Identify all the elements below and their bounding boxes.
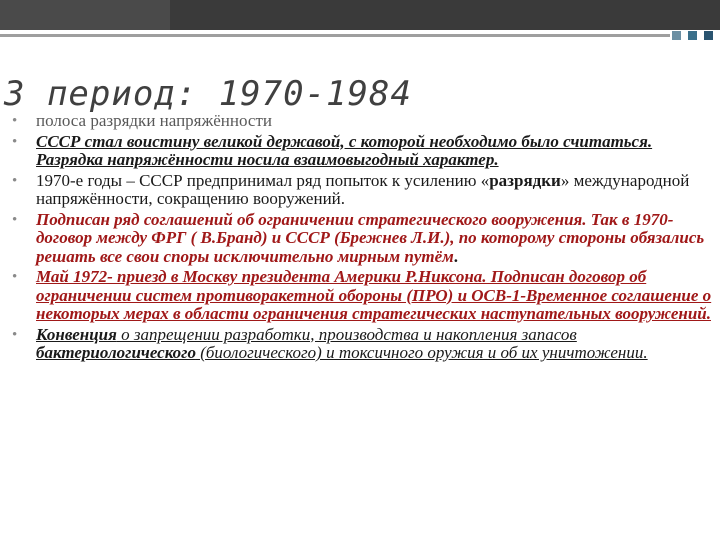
bullet-text: Май 1972- приезд в Москву президента Америки Р.Никсона. Подписан договор об ограничении систем противоракетной обороны (ПРО) и ОСВ-1-Временное соглашение о некоторых мерах в области ограничения стратегических наступательных вооружений. <box>36 267 712 323</box>
bullet-item <box>6 326 714 363</box>
bullet-item <box>6 172 714 209</box>
bullet-item <box>6 268 714 324</box>
decor-square <box>672 31 681 40</box>
decor-square <box>704 31 713 40</box>
bullet-text: (биологического) и токсичного оружия и об их уничтожении. <box>195 343 648 362</box>
bullet-text: Подписан ряд соглашений об ограничении стратегического вооружения. Так в 1970- договор между ФРГ ( В.Бранд) и СССР (Брежнев Л.И.), по которому стороны обязались решать все свои споры исключительно мирным путём <box>36 209 705 266</box>
bullet-text: разрядки <box>489 170 561 190</box>
bullet-item <box>6 133 714 170</box>
bullet-item <box>6 112 714 131</box>
bullet-text: о запрещении разработки, производства и накопления запасов <box>116 324 577 344</box>
slide-title: 3 период: 1970-1984 <box>4 74 412 114</box>
header-bar <box>0 0 720 30</box>
bullet-text: СССР стал воистину великой державой, с которой необходимо было считаться. Разрядка напряжённости носила взаимовыгодный характер. <box>36 131 653 169</box>
header-rule <box>0 34 670 37</box>
bullet-list <box>6 112 714 365</box>
bullet-text: Конвенция <box>36 324 117 344</box>
bullet-text: » международной напряжённости, сокращению вооружений. <box>36 170 690 208</box>
bullet-text: . <box>453 246 459 266</box>
bullet-item <box>6 211 714 267</box>
header-bar-accent <box>0 0 170 30</box>
bullet-text: бактериологического <box>36 343 196 362</box>
decor-square <box>688 31 697 40</box>
bullet-text: полоса разрядки напряжённости <box>36 111 272 130</box>
bullet-text: 1970-е годы – СССР предпринимал ряд попыток к усилению « <box>36 170 490 190</box>
